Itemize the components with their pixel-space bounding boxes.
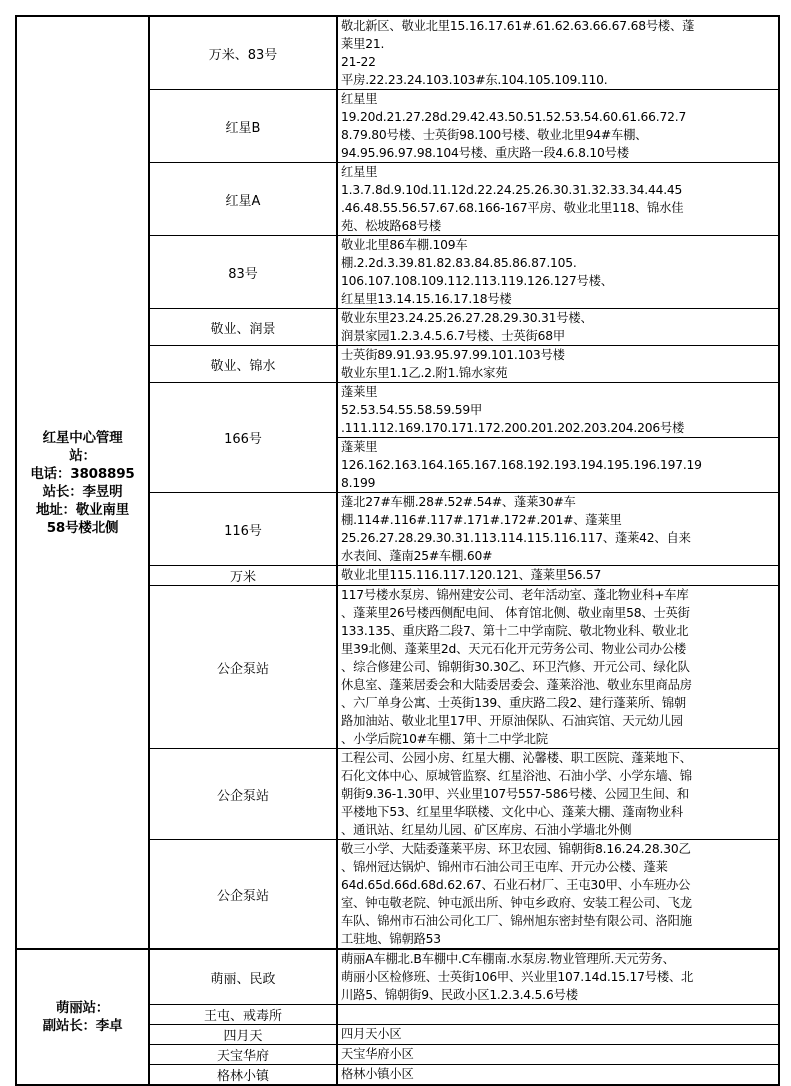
area-detail-cell: [337, 949, 779, 1005]
detail-line: .111.112.169.170.171.172.200.201.202.203.204.206号楼: [341, 421, 685, 435]
detail-line: 、综合修建公司、锦朝街30.30乙、环卫汽修、开元公司、绿化队: [341, 660, 690, 674]
detail-line: 敬三小学、大陆委蓬莱平房、环卫农园、锦朝街8.16.24.28.30乙: [341, 842, 691, 856]
detail-line: 工驻地、锦朝路53: [341, 932, 441, 946]
area-detail-cell: [337, 749, 779, 840]
detail-line: 蓬莱里: [341, 385, 378, 399]
area-name-cell: 万米: [149, 566, 337, 586]
area-detail-cell: [337, 586, 779, 749]
detail-line: 敬北新区、敬业北里15.16.17.61#.61.62.63.66.67.68号楼、蓬: [341, 19, 695, 33]
area-name-cell: 红星A: [149, 163, 337, 236]
area-detail-cell: [337, 163, 779, 236]
area-detail-cell: [337, 16, 779, 90]
detail-line: 路加油站、敬业北里17甲、开原油保队、石油宾馆、天元幼儿园: [341, 714, 683, 728]
detail-line: 25.26.27.28.29.30.31.113.114.115.116.117、蓬莱42、自来: [341, 531, 691, 545]
detail-line: 棚.2.2d.3.39.81.82.83.84.85.86.87.105.: [341, 256, 577, 270]
area-detail-cell: [337, 346, 779, 383]
detail-line: 126.162.163.164.165.167.168.192.193.194.195.196.197.19: [341, 458, 702, 472]
area-detail-cell: [337, 383, 779, 438]
table-row: [16, 949, 779, 1005]
detail-line: 敬业北里115.116.117.120.121、蓬莱里56.57: [341, 568, 602, 582]
detail-line: 64d.65d.66d.68d.62.67、石业石材厂、王屯30甲、小车班办公: [341, 878, 691, 892]
area-detail-cell: [337, 1045, 779, 1065]
detail-line: 8.79.80号楼、士英街98.100号楼、敬业北里94#车棚、: [341, 128, 648, 142]
detail-line: [341, 1005, 778, 1023]
detail-line: 休息室、蓬莱居委会和大陆委居委会、蓬莱浴池、敬业东里商品房: [341, 678, 692, 692]
detail-line: 川路5、锦朝街9、民政小区1.2.3.4.5.6号楼: [341, 988, 578, 1002]
station-info-line: 站长：李昱明: [42, 483, 123, 500]
detail-line: 红星里: [341, 92, 378, 106]
area-name-cell: 公企泵站: [149, 586, 337, 749]
detail-line: 石化文体中心、原城管监察、红星浴池、石油小学、小学东墙、锦: [341, 769, 692, 783]
station-info-line: 萌丽站：: [55, 1000, 110, 1016]
detail-line: 四月天小区: [341, 1027, 402, 1041]
station-info-cell: [16, 949, 149, 1085]
area-name-cell: 红星B: [149, 90, 337, 163]
detail-line: 室、钟屯敬老院、钟屯派出所、钟屯乡政府、安装工程公司、飞龙: [341, 896, 692, 910]
detail-line: 、锦州冠达锅炉、锦州市石油公司王屯库、开元办公楼、蓬莱: [341, 860, 668, 874]
area-name-cell: 天宝华府: [149, 1045, 337, 1065]
area-detail-cell: [337, 309, 779, 346]
area-name-cell: 王屯、戒毒所: [149, 1005, 337, 1025]
area-name-cell: 83号: [149, 236, 337, 309]
area-name-cell: 敬业、润景: [149, 309, 337, 346]
detail-line: .46.48.55.56.57.67.68.166-167平房、敬业北里118、锦水佳: [341, 201, 684, 215]
detail-line: 、六厂单身公寓、士英街139、重庆路二段2、建行蓬莱所、锦朝: [341, 696, 687, 710]
area-name-cell: 公企泵站: [149, 840, 337, 950]
area-detail-cell: [337, 1065, 779, 1086]
area-detail-cell: [337, 236, 779, 309]
detail-line: 润景家园1.2.3.4.5.6.7号楼、士英街68甲: [341, 329, 565, 343]
area-detail-cell: [337, 840, 779, 950]
detail-line: 工程公司、公园小房、红星大棚、沁馨楼、职工医院、蓬莱地下、: [341, 751, 692, 765]
area-detail-cell: [337, 1025, 779, 1045]
detail-line: 蓬北27#车棚.28#.52#.54#、蓬莱30#车: [341, 495, 576, 509]
detail-line: 萌丽小区检修班、士英街106甲、兴业里107.14d.15.17号楼、北: [341, 970, 694, 984]
detail-line: 94.95.96.97.98.104号楼、重庆路一段4.6.8.10号楼: [341, 146, 629, 160]
detail-line: 117号楼水泵房、锦州建安公司、老年活动室、蓬北物业科+车库: [341, 588, 689, 602]
detail-line: 天宝华府小区: [341, 1047, 414, 1061]
detail-line: 蓬莱里: [341, 440, 378, 454]
detail-line: 8.199: [341, 476, 376, 490]
detail-line: 106.107.108.109.112.113.119.126.127号楼、: [341, 274, 613, 288]
area-name-cell: 敬业、锦水: [149, 346, 337, 383]
detail-line: 平房.22.23.24.103.103#东.104.105.109.110.: [341, 73, 608, 87]
detail-line: 、通讯站、红星幼儿园、矿区库房、石油小学墙北外侧: [341, 823, 632, 837]
detail-line: 红星里: [341, 165, 378, 179]
detail-line: 敬业东里23.24.25.26.27.28.29.30.31号楼、: [341, 311, 593, 325]
detail-line: 苑、松坡路68号楼: [341, 219, 441, 233]
station-info-line: 地址：敬业南里: [35, 501, 130, 518]
area-name-cell: 116号: [149, 493, 337, 566]
station-info-line: 电话：3808895: [30, 465, 135, 482]
detail-line: 莱里21.: [341, 37, 385, 51]
detail-line: 格林小镇小区: [341, 1067, 414, 1081]
detail-line: 1.3.7.8d.9.10d.11.12d.22.24.25.26.30.31.32.33.34.44.45: [341, 183, 683, 197]
area-detail-cell: [337, 493, 779, 566]
detail-line: 士英街89.91.93.95.97.99.101.103号楼: [341, 348, 565, 362]
detail-line: 平楼地下53、红星里华联楼、文化中心、蓬莱大棚、蓬南物业科: [341, 805, 683, 819]
area-name-cell: 万米、83号: [149, 16, 337, 90]
table-row: [16, 16, 779, 90]
area-name-cell: 四月天: [149, 1025, 337, 1045]
detail-line: 车队、锦州市石油公司化工厂、锦州旭东密封垫有限公司、洛阳施: [341, 914, 692, 928]
detail-line: 敬业东里1.1乙.2.附1.锦水家苑: [341, 366, 508, 380]
area-name-cell: 萌丽、民政: [149, 949, 337, 1005]
station-info-line: 站：: [69, 447, 96, 464]
area-name-cell: 格林小镇: [149, 1065, 337, 1086]
detail-line: 里39北侧、蓬莱里2d、天元石化开元劳务公司、物业公司办公楼: [341, 642, 686, 656]
detail-line: 棚.114#.116#.117#.171#.172#.201#、蓬莱里: [341, 513, 622, 527]
detail-line: 、蓬莱里26号楼西侧配电间、 体育馆北侧、敬业南里58、士英街: [341, 606, 690, 620]
station-info-line: 58号楼北侧: [46, 519, 119, 536]
detail-line: 萌丽A车棚北.B车棚中.C车棚南.水泵房.物业管理所.天元劳务、: [341, 952, 675, 966]
area-detail-cell: [337, 1005, 779, 1025]
detail-line: 21-22: [341, 55, 376, 69]
table-body: [16, 16, 779, 1085]
detail-line: 19.20d.21.27.28d.29.42.43.50.51.52.53.54.60.61.66.72.7: [341, 110, 687, 124]
detail-line: 朝街9.36-1.30甲、兴业里107号557-586号楼、公园卫生间、和: [341, 787, 689, 801]
detail-line: 红星里13.14.15.16.17.18号楼: [341, 292, 512, 306]
area-name-cell: 166号: [149, 383, 337, 493]
area-detail-cell: [337, 566, 779, 586]
area-detail-cell: [337, 438, 779, 493]
detail-line: 、小学后院10#车棚、第十二中学北院: [341, 732, 548, 746]
detail-line: 水表间、蓬南25#车棚.60#: [341, 549, 493, 563]
area-name-cell: 公企泵站: [149, 749, 337, 840]
station-coverage-table: [15, 15, 780, 1086]
detail-line: 52.53.54.55.58.59.59甲: [341, 403, 483, 417]
detail-line: 敬业北里86车棚.109车: [341, 238, 468, 252]
station-info-cell: [16, 16, 149, 949]
area-detail-cell: [337, 90, 779, 163]
detail-line: 133.135、重庆路二段7、第十二中学南院、敬北物业科、敬业北: [341, 624, 689, 638]
station-info-line: 红星中心管理: [42, 429, 123, 446]
station-info-line: 副站长：李卓: [42, 1018, 123, 1034]
